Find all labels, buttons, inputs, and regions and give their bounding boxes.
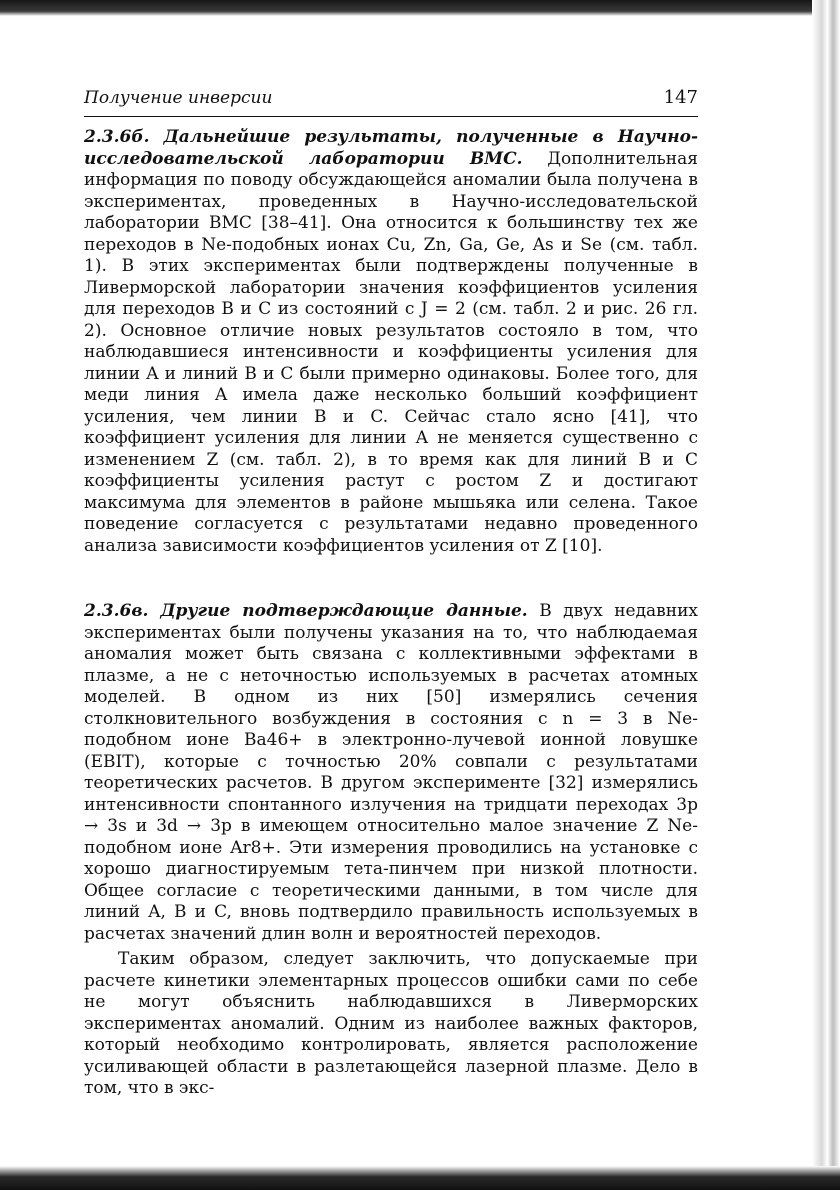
running-header-title: Получение инверсии [84,88,273,108]
scan-right-edge [812,0,840,1190]
scan-top-edge [0,0,840,16]
page-body [84,127,698,1100]
header-rule [84,116,698,117]
scan-bottom-edge [0,1166,840,1190]
paragraph-text: Таким образом, следует заключить, что допускаемые при расчете кинетики элементарных процессов ошибки сами по себе не могут объяснить наблюдавшихся в Ливерморских экспериментах аномалий. Одним из наиболее важных факторов, который необходимо контролировать, является расположение усиливающей области в разлетающейся лазерной плазме. Дело в том, что в экс- [84,949,698,1098]
paragraph-text: В двух недавних экспериментах были получены указания на то, что наблюдаемая аномалия может быть связана с коллективными эффектами в плазме, а не с неточностью используемых в расчетах атомных моделей. В одном из них [50] измерялись сечения столкновительного возбуждения в состояния с n = 3 в Ne-подобном ионе Ba46+ в электронно-лучевой ионной ловушке (EBIT), которые с точностью 20% совпали с результатами теоретических расчетов. В другом эксперименте [32] измерялись интенсивности спонтанного излучения на тридцати переходах 3p → 3s и 3d → 3p в имеющем относительно малое значение Z Ne-подобном ионе Ar8+. Эти измерения проводились на установке с хорошо диагностируемым тета-пинчем при низкой плотности. Общее согласие с теоретическими данными, в том числе для линий A, B и C, вновь подтвердило правильность используемых в расчетах значений длин волн и вероятностей переходов. [84,601,699,944]
paragraph-conclusion [84,949,698,1100]
paragraph-section-2-3-6v [84,601,698,945]
page-number: 147 [663,87,698,108]
section-heading-2-3-6b: 2.3.6б. Дальнейшие результаты, полученные в Научно-исследовательской лаборатории ВМС. [84,127,698,169]
running-header [84,86,698,110]
section-heading-2-3-6v: 2.3.6в. Другие подтверждающие данные. [84,601,528,621]
paragraph-section-2-3-6b [84,127,698,557]
paragraph-text: Дополнительная информация по поводу обсуждающейся аномалии была получена в экспериментах, проведенных в Научно-исследовательской лаборатории ВМС [38–41]. Она относится к большинству тех же переходов в Ne-подобных ионах Cu, Zn, Ga, Ge, As и Se (см. табл. 1). В этих экспериментах были подтверждены полученные в Ливерморской лаборатории значения коэффициентов усиления для переходов B и C из состояний с J = 2 (см. табл. 2 и рис. 26 гл. 2). Основное отличие новых результатов состояло в том, что наблюдавшиеся интенсивности и коэффициенты усиления для линии A и линий B и C были примерно одинаковы. Более того, для меди линия A имела даже несколько больший коэффициент усиления, чем линии B и C. Сейчас стало ясно [41], что коэффициент усиления для линии A не меняется существенно с изменением Z (см. табл. 2), в то время как для линий B и C коэффициенты усиления растут с ростом Z и достигают максимума для элементов в районе мышьяка или селена. Такое поведение согласуется с результатами недавно проведенного анализа зависимости коэффициентов усиления от Z [10]. [84,148,698,556]
